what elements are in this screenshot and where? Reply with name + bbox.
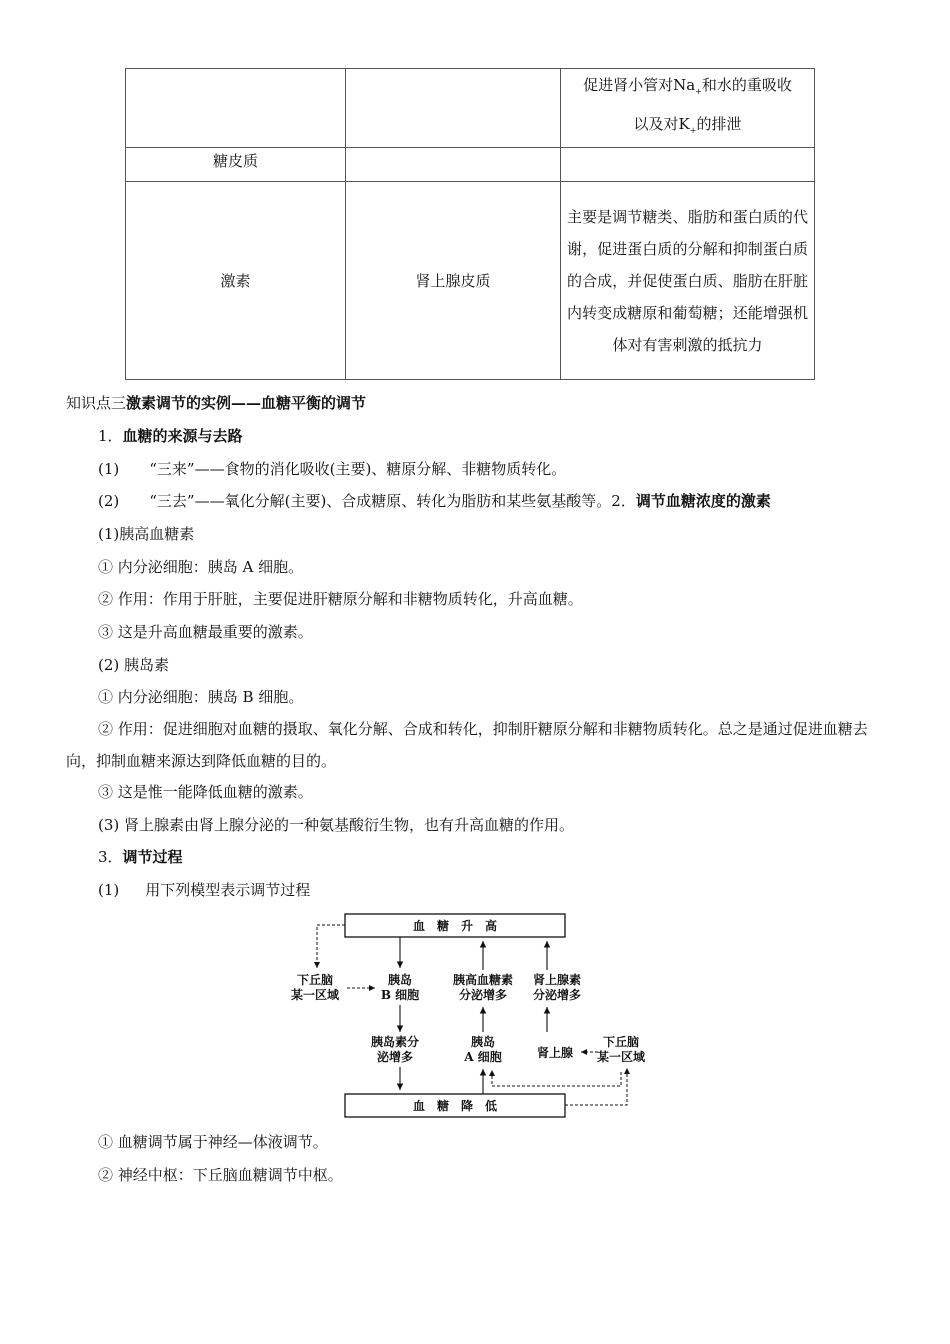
table-cell: 激素 (126, 182, 346, 380)
item-number: (1) (98, 460, 120, 478)
list-item: ① 内分泌细胞：胰岛 A 细胞。 (98, 558, 304, 576)
cell-text: 和水的重吸收 (701, 76, 792, 94)
item-heading: (3) 肾上腺素由肾上腺分泌的一种氨基酸衍生物，也有升高血糖的作用。 (98, 816, 575, 834)
item-number: (2) (98, 492, 120, 510)
list-item: ③ 这是升高血糖最重要的激素。 (98, 623, 313, 641)
subheading-3 (98, 847, 183, 867)
table-row (126, 148, 815, 182)
subheading-title: 调节血糖浓度的激素 (635, 492, 771, 510)
subheading-title: 血糖的来源与去路 (122, 427, 243, 445)
a-cell-label: A 细胞 (464, 1050, 502, 1064)
cell-text: 的排泄 (696, 115, 742, 133)
dashed-arrow (317, 925, 345, 968)
paragraph (98, 880, 310, 900)
list-item: ② 作用：作用于肝脏，主要促进肝糖原分解和非糖物质转化，升高血糖。 (98, 590, 583, 608)
adrenaline-label: 肾上腺素 (532, 973, 582, 987)
top-box-label: 血 糖 升 高 (412, 919, 498, 933)
paragraph (98, 491, 771, 511)
table-cell: 糖皮质 (126, 148, 346, 182)
paragraph-text: “三去”——氧化分解(主要)、合成糖原、转化为脂肪和某些氨基酸等。2． (149, 492, 636, 510)
cell-text: 促进肾小管对Na (583, 76, 696, 94)
list-item: ③ 这是惟一能降低血糖的激素。 (98, 783, 313, 801)
item-number: (1) (98, 881, 120, 899)
paragraph (98, 459, 566, 479)
list-item: ② 作用：促进细胞对血糖的摄取、氧化分解、合成和转化，抑制肝糖原分解和非糖物质转化。总之是通过促进血糖去向，抑制血糖来源达到降低血糖的目的。 (66, 720, 868, 770)
hyp-left-label: 某一区域 (290, 988, 340, 1002)
b-cell-label: 胰岛 (387, 973, 413, 987)
table-cell (561, 148, 815, 182)
hyp-right-label: 某一区域 (596, 1050, 646, 1064)
section-heading (66, 393, 366, 413)
list-item: ① 内分泌细胞：胰岛 B 细胞。 (98, 688, 304, 706)
table-cell (346, 69, 561, 148)
table-cell (561, 69, 815, 148)
adrenal-label: 肾上腺 (536, 1046, 574, 1060)
subheading-title: 调节过程 (122, 848, 183, 866)
superscript-plus: + (689, 126, 697, 135)
item-heading: (1)胰高血糖素 (98, 525, 195, 543)
insulin-label: 泌增多 (376, 1050, 414, 1064)
table-cell (346, 148, 561, 182)
glucagon-label: 分泌增多 (458, 988, 508, 1002)
list-item: ① 血糖调节属于神经—体液调节。 (98, 1133, 328, 1151)
regulation-diagram (285, 910, 665, 1122)
table-row (126, 69, 815, 148)
a-cell-label: 胰岛 (470, 1035, 496, 1049)
item-heading: (2) 胰岛素 (98, 656, 170, 674)
b-cell-label: B 细胞 (380, 988, 420, 1002)
paragraph-text: 用下列模型表示调节过程 (145, 881, 311, 899)
list-item: ② 神经中枢：下丘脑血糖调节中枢。 (98, 1166, 343, 1184)
table-cell (126, 69, 346, 148)
cell-text: 以及对K (633, 115, 690, 133)
section-title: 激素调节的实例——血糖平衡的调节 (126, 394, 367, 412)
glucagon-label: 胰高血糖素 (452, 973, 514, 987)
section-prefix: 知识点三 (66, 394, 127, 412)
insulin-label: 胰岛素分 (370, 1035, 420, 1049)
adrenaline-label: 分泌增多 (532, 988, 582, 1002)
bottom-box-label: 血 糖 降 低 (412, 1099, 498, 1113)
paragraph-text: “三来”——食物的消化吸收(主要)、糖原分解、非糖物质转化。 (149, 460, 567, 478)
dashed-arrow (492, 1070, 621, 1086)
table-cell: 主要是调节糖类、脂肪和蛋白质的代谢，促进蛋白质的分解和抑制蛋白质的合成，并促使蛋白质、脂肪在肝脏内转变成糖原和葡萄糖；还能增强机体对有害刺激的抵抗力 (561, 182, 815, 380)
hyp-right-label: 下丘脑 (602, 1035, 640, 1049)
superscript-plus: + (695, 87, 702, 96)
table-row (126, 182, 815, 380)
table-cell: 肾上腺皮质 (346, 182, 561, 380)
hormone-table (125, 68, 815, 380)
hyp-left-label: 下丘脑 (296, 973, 334, 987)
subheading-number: 3． (98, 848, 123, 866)
subheading-1 (98, 426, 243, 446)
subheading-number: 1． (98, 427, 123, 445)
